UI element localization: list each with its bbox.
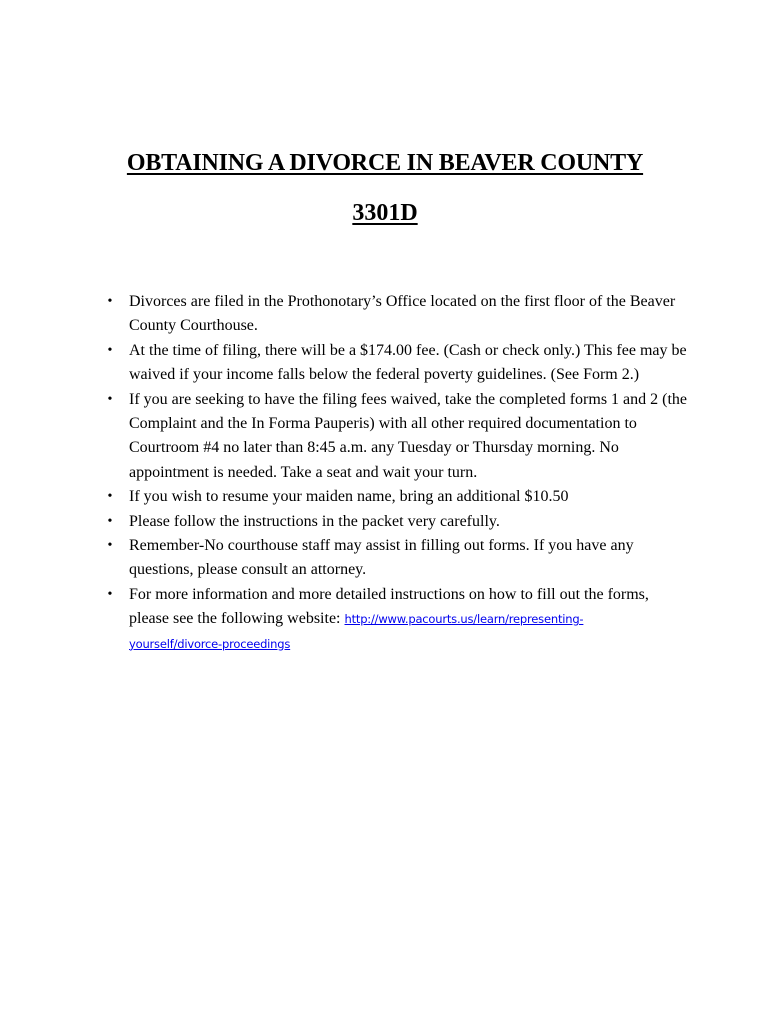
list-item — [100, 534, 692, 583]
bullet-icon: • — [107, 586, 113, 602]
list-item-text: Remember-No courthouse staff may assist in filling out forms. If you have any questions, please consult an attorney. — [129, 537, 634, 579]
bullet-icon: • — [107, 391, 113, 407]
list-item — [100, 388, 692, 486]
bullet-icon: • — [107, 538, 113, 554]
list-item — [100, 339, 692, 388]
list-item-text: If you are seeking to have the filing fees waived, take the completed forms 1 and 2 (the Complaint and the In Forma Pauperis) with all other required documentation to Courtroom #4 no later than 8:45 a.m. any Tuesday or Thursday morning. No appointment is needed. Take a seat and wait your turn. — [129, 390, 688, 481]
bullet-icon: • — [107, 513, 113, 529]
list-item-text: Please follow the instructions in the packet very carefully. — [129, 512, 500, 530]
page-title: OBTAINING A DIVORCE IN BEAVER COUNTY — [126, 150, 644, 176]
website-link-line1: http://www.pacourts.us/learn/representing- — [344, 612, 584, 627]
bullet-icon: • — [107, 489, 113, 505]
bullet-icon: • — [107, 342, 113, 358]
list-item-text: Divorces are filed in the Prothonotary’s Office located on the first floor of the Beaver County Courthouse. — [129, 293, 676, 335]
list-item — [100, 485, 692, 509]
list-item — [100, 510, 692, 534]
bullet-icon: • — [107, 294, 113, 309]
form-number: 3301D — [352, 200, 418, 226]
list-item-text: At the time of filing, there will be a $174.00 fee. (Cash or check only.) This fee may be waived if your income falls below the federal poverty guidelines. (See Form 2.) — [129, 341, 687, 384]
list-item — [100, 583, 692, 656]
instruction-list — [100, 290, 692, 656]
list-item-text: If you wish to resume your maiden name, bring an additional $10.50 — [129, 488, 569, 506]
website-link-line2: yourself/divorce-proceedings — [129, 636, 291, 651]
list-item-text: For more information and more detailed instructions on how to fill out the forms, please see the following website: — [129, 585, 649, 628]
list-item — [100, 290, 692, 339]
